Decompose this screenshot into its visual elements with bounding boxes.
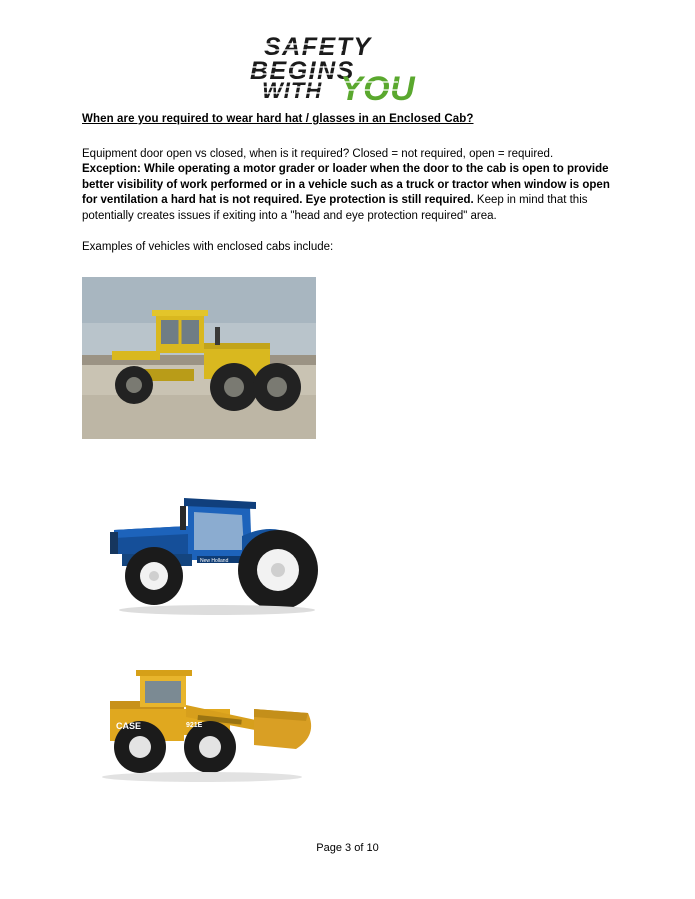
- paragraph-1-exception-text: Exception: While operating a motor grader or loader when the door to the cab is open to provide better visibility of work performed or in a vehicle such as a truck or tractor when window is open for ventilation a hard hat is not required. Eye protection is still required.: [82, 163, 610, 207]
- tractor-illustration: [92, 484, 332, 619]
- logo-text-safety: SAFETY: [263, 34, 372, 61]
- page-footer: Page 3 of 10: [316, 842, 379, 854]
- body-paragraph-1: [82, 147, 612, 224]
- document-content: [82, 112, 612, 787]
- paragraph-1-text-a: Equipment door open vs closed, when is it required? Closed = not required, open = required.: [82, 147, 554, 160]
- wheel-loader-photo: [82, 657, 332, 787]
- safety-logo: [0, 34, 695, 109]
- loader-brand-label: CASE: [116, 721, 142, 732]
- page-title: When are you required to wear hard hat / glasses in an Enclosed Cab?: [82, 113, 474, 125]
- tractor-photo: [92, 484, 332, 619]
- safety-begins-with-you-logo-graphic: [248, 34, 448, 104]
- logo-text-you: YOU: [339, 70, 415, 104]
- paragraph-1-text-b: Keep in mind that this potentially creates issues if exiting into a "head and eye protection required" area.: [82, 194, 588, 222]
- logo-text-with: WITH: [261, 78, 322, 103]
- motor-grader-illustration: [82, 277, 316, 439]
- body-paragraph-2: Examples of vehicles with enclosed cabs include:: [82, 240, 334, 253]
- loader-model-label: 921E: [186, 722, 203, 730]
- tractor-brand-label: New Holland: [200, 558, 229, 565]
- motor-grader-photo: [82, 277, 316, 439]
- wheel-loader-illustration: [82, 657, 332, 787]
- logo-text-begins: BEGINS: [249, 57, 355, 85]
